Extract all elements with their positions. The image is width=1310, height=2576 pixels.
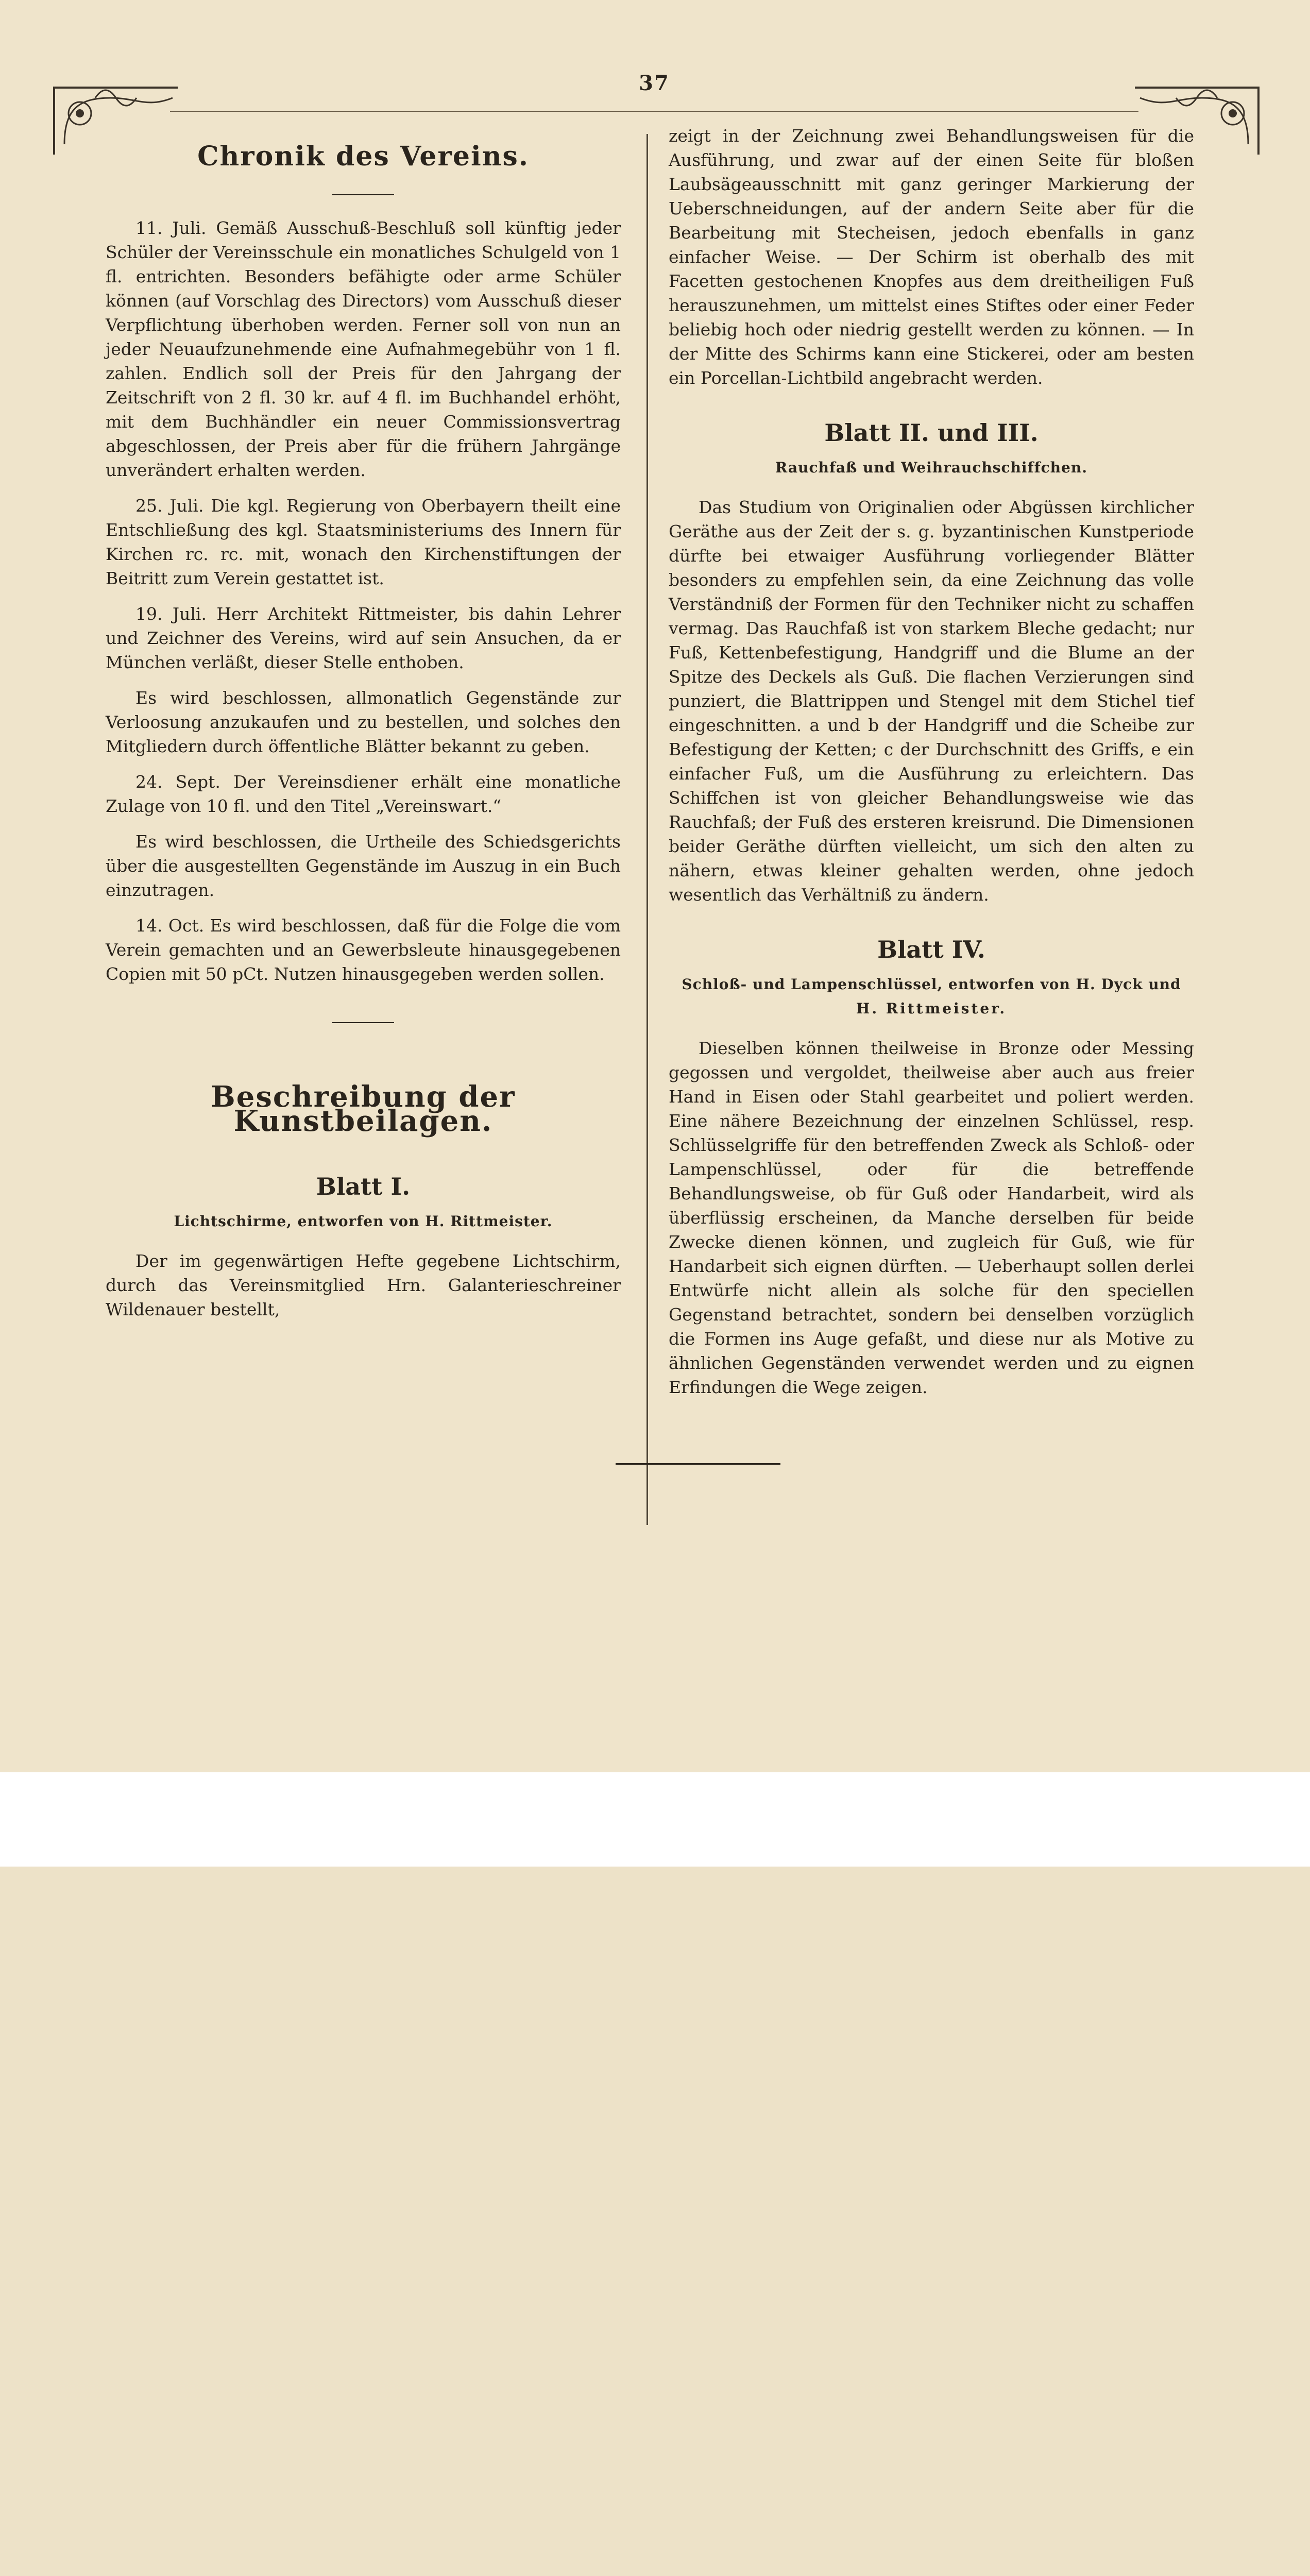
left-column xyxy=(106,124,621,1333)
page-number: 37 xyxy=(639,71,670,95)
blatt-4-caption-line-2: H. Rittmeister. xyxy=(856,1000,1007,1017)
beschreibung-title: Beschreibung der Kunstbeilagen. xyxy=(211,1080,516,1138)
chronik-entry: 11. Juli. Gemäß Ausschuß-Beschluß soll künftig jeder Schüler der Vereinsschule ein monatliches Schulgeld von 1 fl. entrichten. Besonders befähigte oder arme Schüler können (auf Vorschlag des Directors) vom Ausschuß dieser Verpflichtung überhoben werden. Ferner soll von nun an jeder Neuaufzunehmende eine Aufnahmegebühr von 1 fl. zahlen. Endlich soll der Preis für den Jahrgang der Zeitschrift von 2 fl. 30 kr. auf 4 fl. im Buchhandel erhöht, mit dem Buchhändler ein neuer Commissionsvertrag abgeschlossen, der Preis aber für die frühern Jahrgänge unverändert erhalten werden. xyxy=(106,218,621,480)
chronik-entry: Es wird beschlossen, die Urtheile des Schiedsgerichts über die ausgestellten Gegenstände im Auszug in ein Buch einzutragen. xyxy=(106,832,621,900)
section-rule xyxy=(332,1022,394,1023)
header-rule xyxy=(170,111,1138,112)
blatt-4-title: Blatt IV. xyxy=(877,936,985,963)
chronik-entry: 25. Juli. Die kgl. Regierung von Oberbayern theilt eine Entschließung des kgl. Staatsministeriums des Innern für Kirchen rc. rc. mit, wonach den Kirchenstiftungen der Beitritt zum Verein gestattet ist. xyxy=(106,496,621,588)
chronik-entry: 19. Juli. Herr Architekt Rittmeister, bis dahin Lehrer und Zeichner des Vereins, wird auf sein Ansuchen, da er München verläßt, dieser Stelle enthoben. xyxy=(106,604,621,672)
section-rule xyxy=(332,194,394,195)
column-divider xyxy=(647,134,648,1525)
blatt-1-title: Blatt I. xyxy=(316,1173,411,1200)
blatt-1-continued: zeigt in der Zeichnung zwei Behandlungsweisen für die Ausführung, und zwar auf der einen Seite für bloßen Laubsägeausschnitt mit ganz geringer Markierung der Ueberschneidungen, auf der andern Seite aber für die Bearbeitung mit Stecheisen, jedoch ebenfalls in ganz einfacher Weise. — Der Schirm ist oberhalb des mit Facetten gestochenen Knopfes aus dem dreitheiligen Fuß herauszunehmen, um mittelst eines Stiftes oder einer Feder beliebig hoch oder niedrig gestellt werden zu können. — In der Mitte des Schirms kann eine Stickerei, oder am besten ein Porcellan-Lichtbild angebracht werden. xyxy=(669,126,1194,388)
chronik-entry: 14. Oct. Es wird beschlossen, daß für die Folge die vom Verein gemachten und an Gewerbsleute hinausgegebenen Copien mit 50 pCt. Nutzen hinausgegeben werden sollen. xyxy=(106,916,621,984)
closing-rule xyxy=(616,1463,780,1465)
footer-bar xyxy=(0,1772,1310,1867)
chronik-entry: Es wird beschlossen, allmonatlich Gegenstände zur Verloosung anzukaufen und zu bestellen, und solches den Mitgliedern durch öffentliche Blätter bekannt zu geben. xyxy=(106,688,621,756)
blatt-4-text: Dieselben können theilweise in Bronze oder Messing gegossen und vergoldet, theilweise aber auch aus freier Hand in Eisen oder Stahl gearbeitet und poliert werden. Eine nähere Bezeichnung der einzelnen Schlüssel, resp. Schlüsselgriffe für den betreffenden Zweck als Schloß- oder Lampenschlüssel, oder für die betreffende Behandlungsweise, ob für Guß oder Handarbeit, wird als überflüssig erscheinen, da Manche derselben für beide Zwecke dienen können, und zugleich für Guß, wie für Handarbeit sich eignen dürften. — Ueberhaupt sollen derlei Entwürfe nicht allein als solche für den speciellen Gegenstand betrachtet, sondern bei denselben vorzüglich die Formen ins Auge gefaßt, und diese nur als Motive zu ähnlichen Gegenständen verwendet werden und zu eignen Erfindungen die Wege zeigen. xyxy=(669,1038,1194,1397)
chronik-entry: 24. Sept. Der Vereinsdiener erhält eine monatliche Zulage von 10 fl. und den Titel „Vereinswart.“ xyxy=(106,772,621,816)
blatt-1-text: Der im gegenwärtigen Hefte gegebene Lichtschirm, durch das Vereinsmitglied Hrn. Galanterieschreiner Wildenauer bestellt, xyxy=(106,1251,621,1319)
blatt-4-caption-line-1: Schloß- und Lampenschlüssel, entworfen von H. Dyck und xyxy=(682,976,1181,993)
chronik-title: Chronik des Vereins. xyxy=(197,141,529,172)
blatt-2-3-caption: Rauchfaß und Weihrauchschiffchen. xyxy=(775,459,1087,476)
blatt-2-3-text: Das Studium von Originalien oder Abgüssen kirchlicher Geräthe aus der Zeit der s. g. byzantinischen Kunstperiode dürfte bei etwaiger Ausführung vorliegender Blätter besonders zu empfehlen sein, da eine Zeichnung das volle Verständniß der Formen für den Techniker nicht zu schaffen vermag. Das Rauchfaß ist von starkem Bleche gedacht; nur Fuß, Kettenbefestigung, Handgriff und die Blume an der Spitze des Deckels als Guß. Die flachen Verzierungen sind punziert, die Blattrippen und Stengel mit dem Stichel tief eingeschnitten. a und b der Handgriff und die Scheibe zur Befestigung der Ketten; c der Durchschnitt des Griffs, e ein einfacher Fuß, um die Ausführung zu erleichtern. Das Schiffchen ist von gleicher Behandlungsweise wie das Rauchfaß; der Fuß des ersteren kreisrund. Die Dimensionen beider Geräthe dürften vielleicht, um sich den alten zu nähern, etwas kleiner gehalten werden, ohne jedoch wesentlich das Verhältniß zu ändern. xyxy=(669,497,1194,905)
blatt-2-3-title: Blatt II. und III. xyxy=(824,419,1039,447)
blatt-1-caption: Lichtschirme, entworfen von H. Rittmeister. xyxy=(174,1213,553,1230)
right-column xyxy=(669,124,1194,1411)
